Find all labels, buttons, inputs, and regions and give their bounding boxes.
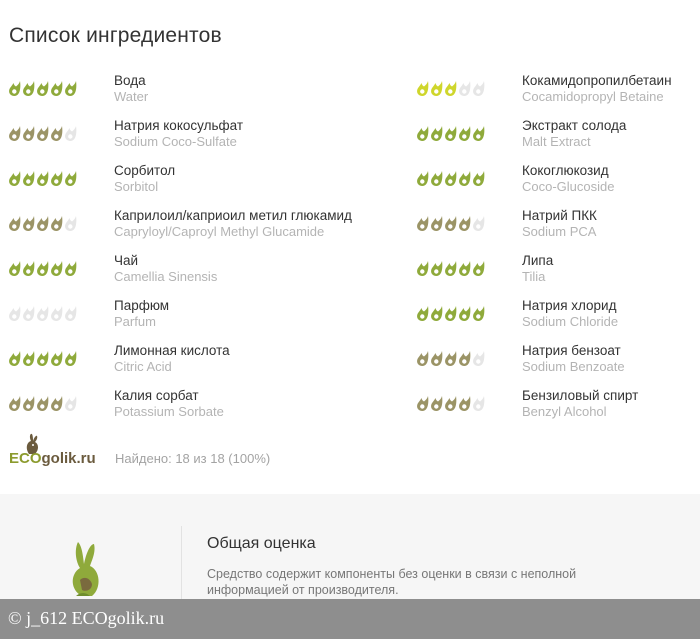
drop-icon (429, 170, 444, 187)
ingredient-name-en: Capryloyl/Caproyl Methyl Glucamide (114, 224, 325, 239)
drop-icon (7, 215, 22, 232)
drop-icon (429, 305, 444, 322)
rating-drops (7, 170, 77, 190)
ingredient-name-en: Sodium Coco-Sulfate (114, 134, 237, 149)
ingredient-names (522, 118, 626, 149)
ingredient-names (114, 73, 148, 104)
rating-drops (7, 80, 77, 100)
drop-icon (35, 80, 50, 97)
ingredient-name-en: Tilia (522, 269, 546, 284)
drop-icon (429, 80, 444, 97)
drop-icon (429, 260, 444, 277)
drop-icon (63, 350, 78, 367)
rating-drops (415, 80, 485, 100)
ingredient-row[interactable] (7, 250, 297, 295)
drop-icon (63, 215, 78, 232)
ingredient-name-ru: Калия сорбат (114, 388, 199, 403)
drop-icon (443, 125, 458, 142)
drop-icon (443, 305, 458, 322)
ingredient-row[interactable] (415, 70, 700, 115)
ingredient-name-en: Cocamidopropyl Betaine (522, 89, 664, 104)
ingredient-names (522, 253, 553, 284)
ingredient-name-ru: Каприлоил/каприоил метил глюкамид (114, 208, 352, 223)
ingredient-name-ru: Кокамидопропилбетаин (522, 73, 672, 88)
ingredient-name-ru: Лимонная кислота (114, 343, 230, 358)
found-row (9, 432, 409, 472)
drop-icon (443, 215, 458, 232)
ingredient-names (114, 208, 352, 239)
drop-icon (21, 260, 36, 277)
drop-icon (49, 125, 64, 142)
drop-icon (21, 395, 36, 412)
rating-drops (415, 170, 485, 190)
drop-icon (35, 260, 50, 277)
ingredient-row[interactable] (7, 160, 297, 205)
drop-icon (49, 395, 64, 412)
drop-icon (415, 125, 430, 142)
ingredient-name-en: Benzyl Alcohol (522, 404, 607, 419)
drop-icon (443, 260, 458, 277)
drop-icon (35, 170, 50, 187)
drop-icon (35, 350, 50, 367)
ingredient-name-ru: Экстракт солода (522, 118, 627, 133)
drop-icon (457, 395, 472, 412)
drop-icon (443, 80, 458, 97)
drop-icon (457, 260, 472, 277)
ingredient-names (522, 388, 638, 419)
ingredient-row[interactable] (7, 340, 297, 385)
ingredient-row[interactable] (7, 295, 297, 340)
rating-drops (415, 305, 485, 325)
ingredient-names (114, 253, 217, 284)
ingredient-row[interactable] (415, 160, 700, 205)
drop-icon (415, 395, 430, 412)
ingredient-name-ru: Сорбитол (114, 163, 176, 178)
rating-drops (415, 125, 485, 145)
drop-icon (7, 350, 22, 367)
rating-drops (415, 260, 485, 280)
rating-drops (415, 215, 485, 235)
drop-icon (457, 215, 472, 232)
drop-icon (63, 305, 78, 322)
ingredient-row[interactable] (415, 250, 700, 295)
ingredient-name-en: Water (114, 89, 149, 104)
drop-icon (471, 80, 486, 97)
ingredient-name-en: Sodium Benzoate (522, 359, 625, 374)
ingredient-name-ru: Бензиловый спирт (522, 388, 639, 403)
rating-drops (7, 395, 77, 415)
drop-icon (21, 350, 36, 367)
drop-icon (49, 80, 64, 97)
ingredient-name-ru: Вода (114, 73, 146, 88)
ingredients-column-right (415, 70, 700, 430)
drop-icon (21, 215, 36, 232)
drop-icon (471, 215, 486, 232)
drop-icon (63, 170, 78, 187)
ingredient-row[interactable] (7, 70, 297, 115)
drop-icon (49, 170, 64, 187)
drop-icon (457, 305, 472, 322)
ingredient-name-ru: Натрий ПКК (522, 208, 597, 223)
drop-icon (443, 395, 458, 412)
ingredient-row[interactable] (415, 295, 700, 340)
page-title: Список ингредиентов (9, 24, 222, 47)
ingredient-name-en: Parfum (114, 314, 156, 329)
logo-text: ECOgolik.ru (9, 450, 96, 467)
ingredient-names (114, 163, 175, 194)
drop-icon (429, 125, 444, 142)
ingredient-row[interactable] (7, 115, 297, 160)
drop-icon (429, 395, 444, 412)
ingredient-name-en: Malt Extract (522, 134, 591, 149)
ingredient-row[interactable] (415, 340, 700, 385)
panel-divider (181, 526, 182, 606)
drop-icon (471, 125, 486, 142)
rating-drops (7, 350, 77, 370)
ingredient-names (114, 343, 230, 374)
ingredient-name-ru: Парфюм (114, 298, 170, 313)
drop-icon (457, 350, 472, 367)
ingredient-names (522, 208, 597, 239)
ingredient-name-ru: Натрия хлорид (522, 298, 617, 313)
drop-icon (7, 170, 22, 187)
ingredient-name-ru: Чай (114, 253, 139, 268)
ingredient-name-en: Sodium Chloride (522, 314, 619, 329)
drop-icon (49, 260, 64, 277)
ingredient-name-ru: Натрия кокосульфат (114, 118, 244, 133)
ingredients-column-left (7, 70, 352, 430)
drop-icon (7, 80, 22, 97)
ingredient-names (522, 298, 618, 329)
drop-icon (415, 215, 430, 232)
drop-icon (443, 350, 458, 367)
rating-drops (415, 395, 485, 415)
drop-icon (7, 305, 22, 322)
drop-icon (471, 350, 486, 367)
drop-icon (63, 125, 78, 142)
drop-icon (429, 350, 444, 367)
drop-icon (35, 395, 50, 412)
drop-icon (471, 305, 486, 322)
drop-icon (457, 170, 472, 187)
rating-drops (415, 350, 485, 370)
drop-icon (35, 215, 50, 232)
ingredient-name-en: Sorbitol (114, 179, 159, 194)
drop-icon (21, 170, 36, 187)
drop-icon (457, 125, 472, 142)
drop-icon (415, 350, 430, 367)
drop-icon (7, 260, 22, 277)
ingredient-name-en: Sodium PCA (522, 224, 597, 239)
summary-text: Средство содержит компоненты без оценки в связи с неполной информацией от производителя. (207, 567, 577, 597)
drop-icon (415, 170, 430, 187)
drop-icon (35, 125, 50, 142)
drop-icon (49, 350, 64, 367)
found-count: Найдено: 18 из 18 (100%) (115, 451, 271, 466)
ingredient-row[interactable] (415, 385, 700, 430)
drop-icon (471, 170, 486, 187)
ingredient-name-en: Potassium Sorbate (114, 404, 224, 419)
ingredient-name-en: Coco-Glucoside (522, 179, 615, 194)
drop-icon (63, 260, 78, 277)
drop-icon (21, 125, 36, 142)
ecogolik-logo[interactable] (9, 432, 99, 468)
ingredient-row[interactable] (7, 205, 352, 250)
ingredient-row[interactable] (7, 385, 297, 430)
ingredient-name-en: Camellia Sinensis (114, 269, 218, 284)
drop-icon (471, 260, 486, 277)
ingredient-names (114, 388, 224, 419)
ingredient-names (114, 298, 169, 329)
rating-drops (7, 260, 77, 280)
drop-icon (21, 305, 36, 322)
drop-icon (21, 80, 36, 97)
drop-icon (457, 80, 472, 97)
drop-icon (49, 305, 64, 322)
drop-icon (471, 395, 486, 412)
ingredient-name-en: Citric Acid (114, 359, 172, 374)
drop-icon (63, 395, 78, 412)
drop-icon (415, 80, 430, 97)
watermark-bar (0, 599, 700, 639)
rabbit-icon (62, 538, 112, 598)
rating-drops (7, 125, 77, 145)
drop-icon (415, 305, 430, 322)
ingredient-name-ru: Кокоглюкозид (522, 163, 609, 178)
ingredient-names (522, 73, 672, 104)
drop-icon (35, 305, 50, 322)
ingredient-name-ru: Натрия бензоат (522, 343, 621, 358)
watermark-text: © j_612 ECOgolik.ru (8, 608, 165, 628)
ingredient-row[interactable] (415, 205, 700, 250)
drop-icon (7, 395, 22, 412)
drop-icon (429, 215, 444, 232)
drop-icon (443, 170, 458, 187)
drop-icon (7, 125, 22, 142)
summary-title: Общая оценка (207, 535, 316, 552)
drop-icon (415, 260, 430, 277)
drop-icon (63, 80, 78, 97)
ingredient-names (522, 163, 615, 194)
ingredient-name-ru: Липа (522, 253, 554, 268)
rating-drops (7, 215, 77, 235)
ingredient-names (114, 118, 243, 149)
rating-drops (7, 305, 77, 325)
drop-icon (49, 215, 64, 232)
ingredient-names (522, 343, 625, 374)
ingredient-row[interactable] (415, 115, 700, 160)
